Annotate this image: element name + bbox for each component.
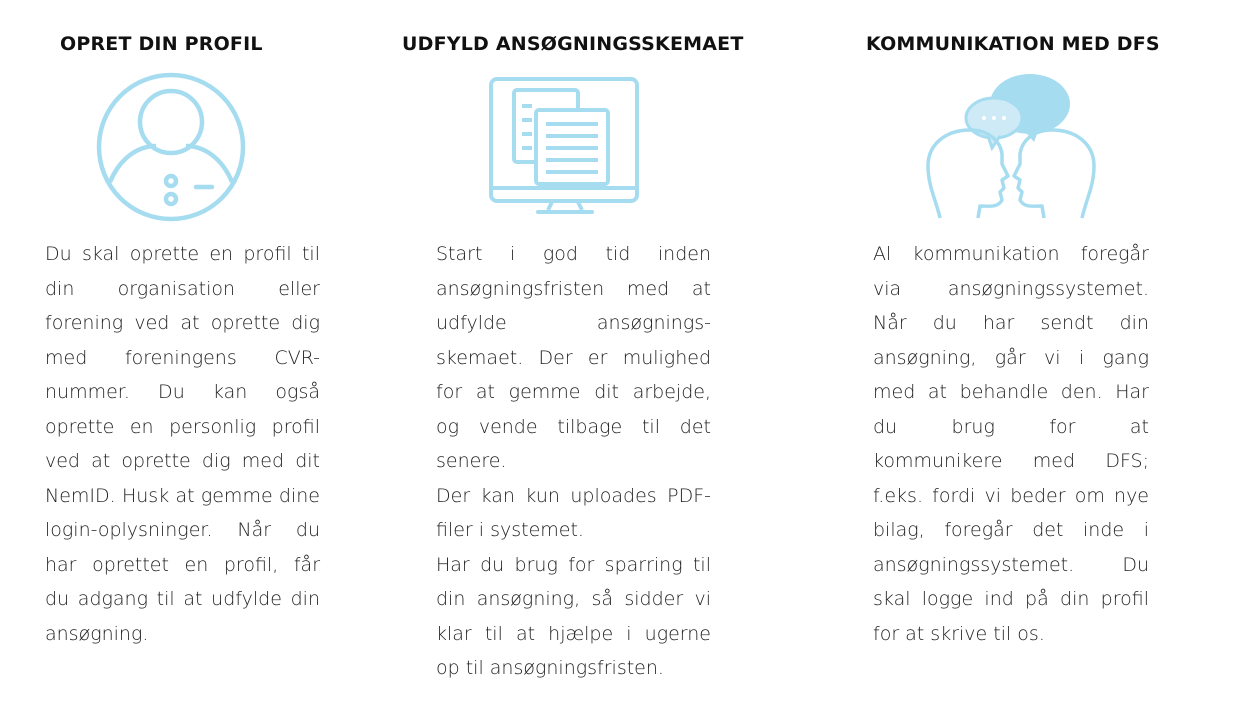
text-line: op til ansøgningsfristen. [436,657,664,679]
text-line: senere. [436,450,507,472]
text-line: for at gemme dit arbejde, [436,381,711,403]
text-line: skemaet. Der er mulighed [436,346,711,369]
text-line: for at skrive til os. [873,622,1045,645]
text-line: har oprettet en profil, får [45,553,320,576]
text-line: Der kan kun uploades PDF- [436,484,711,507]
text-line: og vende tilbage til det [436,415,711,438]
text-line: nummer. Du kan også [45,381,320,403]
step-profile-text [45,237,320,651]
step-profile-title: OPRET DIN PROFIL [60,33,263,55]
text-line: din ansøgning, så sidder vi [436,588,711,610]
text-line: login-oplysninger. Når du [45,519,320,541]
conversation-heads-icon [922,68,1102,224]
text-line: skal logge ind på din profil [873,588,1149,610]
text-line: f.eks. fordi vi beder om nye [873,484,1149,507]
text-line: via ansøgningssystemet. [873,277,1149,300]
profile-avatar-icon [94,70,248,224]
text-line: Du skal oprette en profil til [45,243,320,265]
text-line: udfylde ansøgnings- [436,312,711,334]
text-line: Al kommunikation foregår [873,243,1149,265]
step-communication-text [873,237,1149,651]
text-line: kommunikere med DFS; [873,450,1149,472]
text-line: Start i god tid inden [436,243,711,265]
text-line: oprette en personlig profil [45,415,320,438]
text-line: NemID. Husk at gemme dine [45,484,320,507]
step-communication-title: KOMMUNIKATION MED DFS [866,33,1160,55]
step-application-title: UDFYLD ANSØGNINGSSKEMAET [402,33,744,55]
text-line: Har du brug for sparring til [436,553,711,576]
text-line: ansøgningsfristen med at [436,277,711,300]
text-line: Når du har sendt din [873,312,1149,334]
text-line: med at behandle den. Har [873,381,1149,403]
text-line: ansøgning. [45,622,149,645]
text-line: bilag, foregår det inde i [873,519,1149,541]
text-line: du brug for at [873,415,1149,438]
step-application-text [436,237,711,686]
text-line: ansøgning, går vi i gang [873,346,1149,369]
computer-document-icon [488,76,642,216]
text-line: din organisation eller [45,277,320,300]
text-line: med foreningens CVR- [45,346,320,369]
text-line: forening ved at oprette dig [45,312,320,334]
text-line: filer i systemet. [436,519,584,541]
text-line: du adgang til at udfylde din [45,588,320,610]
text-line: ved at oprette dig med dit [45,450,320,472]
text-line: ansøgningssystemet. Du [873,553,1149,576]
text-line: klar til at hjælpe i ugerne [436,622,711,645]
